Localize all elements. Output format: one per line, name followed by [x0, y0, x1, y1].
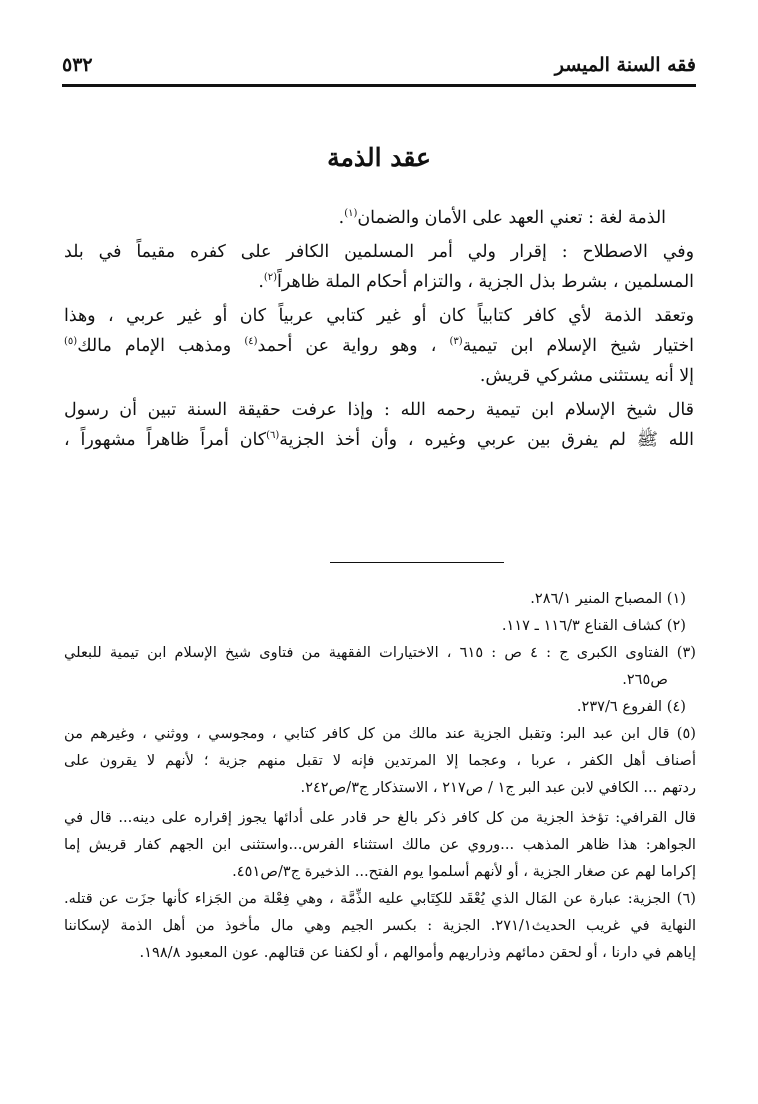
paragraph-contract-line1: وتعقد الذمة لأي كافر كتابياً كان أو غير كتابي عربياً كان أو غير عربي ، وهذا: [64, 306, 694, 326]
text: ومذهب الإمام مالك: [77, 336, 245, 356]
footnote-6-line2: النهاية في غريب الحديث٢٧١/١. الجزية : بكسر الجيم وهي مال مأخوذ من أهل الذمة لإسكاننا: [64, 917, 696, 934]
text: الله ﷺ لم يفرق بين عربي وغيره ، وأن أخذ الجزية: [279, 430, 694, 450]
footnote-separator: [330, 562, 504, 563]
footnote-ref[interactable]: (٥): [64, 336, 78, 348]
footnote-ref[interactable]: (٦): [266, 430, 280, 442]
text: كان أمراً ظاهراً مشهوراً ،: [64, 430, 267, 450]
footnote-ref[interactable]: (٤): [244, 336, 258, 348]
text: المسلمين ، بشرط بذل الجزية ، والتزام أحكام الملة ظاهراً: [277, 272, 694, 292]
section-title: عقد الذمة: [327, 143, 431, 172]
footnote-ref[interactable]: (٢): [263, 272, 278, 284]
footnote-5b-line1: قال القرافي: تؤخذ الجزية من كل كافر ذكر بالغ حر قادر على أدائها يجوز إقراره على دينه... قال في: [64, 809, 696, 826]
main-text: [64, 203, 694, 455]
paragraph-quote-line1: قال شيخ الإسلام ابن تيمية رحمه الله : وإذا عرفت حقيقة السنة تبين أن رسول: [64, 400, 694, 420]
paragraph-definition-term-line1: وفي الاصطلاح : إقرار ولي أمر المسلمين الكافر على كفره مقيماً في بلد: [64, 242, 694, 262]
footnote-6-line1: (٦) الجزية: عبارة عن المَال الذي يُعْقَد للكِتَابي عليه الذِّمَّة ، وهي فِعْلة من الجَزاء كأنها جزَت عن قتله.: [64, 890, 696, 907]
text: .: [338, 208, 345, 228]
footnote-5b-line3: إكراما لهم عن صغار الجزية ، أو لأنهم أسلموا يوم الفتح... الذخيرة ج٣/ص٤٥١.: [232, 863, 696, 880]
paragraph-contract-line2: [64, 331, 694, 361]
text: ، وهو رواية عن أحمد: [257, 336, 450, 356]
paragraph-definition-language: [64, 203, 694, 233]
footnote-2: (٢) كشاف القناع ١١٦/٣ ـ ١١٧.: [501, 617, 686, 634]
text: اختيار شيخ الإسلام ابن تيمية: [462, 336, 694, 356]
text: .: [258, 272, 264, 292]
paragraph-contract-line3: إلا أنه يستثنى مشركي قريش.: [479, 366, 694, 386]
page-number: ٥٣٢: [62, 54, 93, 76]
footnote-1: (١) المصباح المنير ٢٨٦/١.: [530, 590, 686, 607]
footnote-5-line1: (٥) قال ابن عبد البر: وتقبل الجزية عند مالك من كل كافر كتابي ، ومجوسي ، ووثني ، وغيرهم من: [64, 725, 696, 742]
paragraph-quote-line2: [64, 425, 694, 455]
footnote-5-line2: أصناف أهل الكفر ، عربا ، وعجما إلا المرتدين فإنه لا تقبل منهم جزية ؛ لأنهم لا يقرون على: [64, 752, 696, 769]
footnote-ref[interactable]: (١): [344, 208, 358, 220]
footnote-3-line1: (٣) الفتاوى الكبرى ج : ٤ ص : ٦١٥ ، الاختيارات الفقهية من فتاوى شيخ الإسلام ابن تيمية للبعلي: [64, 644, 696, 661]
footnote-4: (٤) الفروع ٢٣٧/٦.: [576, 698, 686, 715]
book-title: فقه السنة الميسر: [554, 54, 696, 76]
paragraph-definition-term-line2: [64, 267, 694, 297]
footnote-6-line3: إياهم في دارنا ، أو لحقن دمائهم وذراريهم وأموالهم ، أو لكفنا عن قتالهم. عون المعبود ١٩٨/٨.: [139, 944, 696, 961]
running-header: [62, 54, 696, 78]
footnote-5-line3: ردتهم ... الكافي لابن عبد البر ج١ / ص٢١٧ ، الاستذكار ج٣/ص٢٤٢.: [300, 779, 696, 796]
footnotes: [64, 585, 696, 966]
header-rule: [62, 84, 696, 87]
text: الذمة لغة : تعني العهد على الأمان والضمان: [357, 208, 666, 228]
footnote-5b-line2: الجواهر: هذا ظاهر المذهب ...وروي عن مالك استثناء الفرس...واستثنى ابن الجهم كفار قريش إما: [64, 836, 696, 853]
footnote-3-line2: ص٢٦٥.: [622, 671, 668, 688]
footnote-ref[interactable]: (٣): [449, 336, 463, 348]
